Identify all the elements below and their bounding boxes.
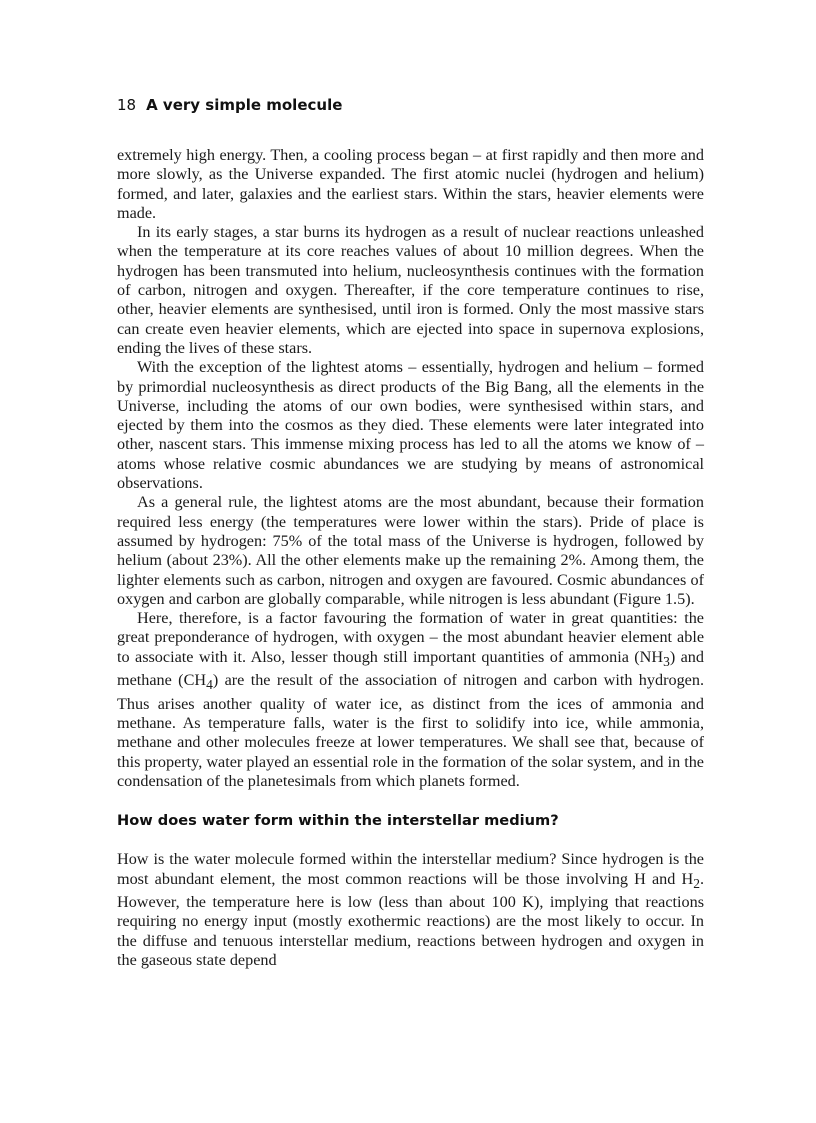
page-number: 18: [117, 96, 137, 114]
paragraph-star-burning: In its early stages, a star burns its hydrogen as a result of nuclear reactions unleashed when the temperature at its core reaches values of about 10 million degrees. When the hydrogen has been transmuted into helium, nucleosynthesis continues with the formation of carbon, nitrogen and oxygen. Thereafter, if the core temperature continues to rise, other, heavier elements are synthesised, until iron is formed. Only the most massive stars can create even heavier elements, which are ejected into space in supernova explosions, ending the lives of these stars.: [117, 223, 704, 357]
water-text-3: ) are the result of the association of nitrogen and carbon with hydrogen. Thus arises another quality of water ice, as distinct from the ices of ammonia and methane. As temperature falls, water is the first to solidify into ice, while ammonia, methane and other molecules freeze at lower temperatures. We shall see that, because of this property, water played an essential role in the formation of the solar system, and in the condensation of the planetesimals from which planets formed.: [117, 671, 704, 790]
paragraph-lightest-atoms: With the exception of the lightest atoms – essentially, hydrogen and helium – formed by primordial nucleosynthesis as direct products of the Big Bang, all the elements in the Universe, including the atoms of our own bodies, were synthesised within stars, and ejected by them into the cosmos as they died. These elements were later integrated into other, nascent stars. This immense mixing process has led to all the atoms we know of – atoms whose relative cosmic abundances we are studying by means of astronomical observations.: [117, 358, 704, 493]
section-body: [117, 850, 704, 970]
h2-subscript: 2: [693, 875, 700, 891]
book-page: [117, 94, 704, 970]
section-heading: How does water form within the interstellar medium?: [117, 812, 559, 830]
interstellar-text-2: . However, the temperature here is low (less than about 100 K), implying that reactions requiring no energy input (mostly exothermic reactions) are the most likely to occur. In the diffuse and tenuous interstellar medium, reactions between hydrogen and oxygen in the gaseous state depend: [117, 869, 704, 969]
paragraph-continuation: extremely high energy. Then, a cooling process began – at first rapidly and then more and more slowly, as the Universe expanded. The first atomic nuclei (hydrogen and helium) formed, and later, galaxies and the earliest stars. Within the stars, heavier elements were made.: [117, 146, 704, 222]
ch4-subscript: 4: [206, 677, 213, 693]
nh3-subscript: 3: [663, 653, 670, 669]
water-text-1: Here, therefore, is a factor favouring the formation of water in great quantities: the great preponderance of hydrogen, with oxygen – the most abundant heavier element able to associate with it. Also, lesser though still important quantities of ammonia (NH: [117, 609, 704, 666]
water-text-2: ) and methane (CH: [117, 647, 704, 690]
paragraph-interstellar: [117, 850, 704, 970]
paragraph-abundance: As a general rule, the lightest atoms are the most abundant, because their formation required less energy (the temperatures were lower within the stars). Pride of place is assumed by hydrogen: 75% of the total mass of the Universe is hydrogen, followed by helium (about 23%). All the other elements make up the remaining 2%. Among them, the lighter elements such as carbon, nitrogen and oxygen are favoured. Cosmic abundances of oxygen and carbon are globally comparable, while nitrogen is less abundant (Figure 1.5).: [117, 493, 704, 608]
interstellar-text-1: How is the water molecule formed within the interstellar medium? Since hydrogen is the most abundant element, the most common reactions will be those involving H and H: [117, 850, 704, 888]
running-head: [117, 94, 704, 116]
paragraph-water-formation: [117, 609, 704, 791]
body-text: [117, 146, 704, 791]
chapter-title: A very simple molecule: [146, 96, 343, 114]
